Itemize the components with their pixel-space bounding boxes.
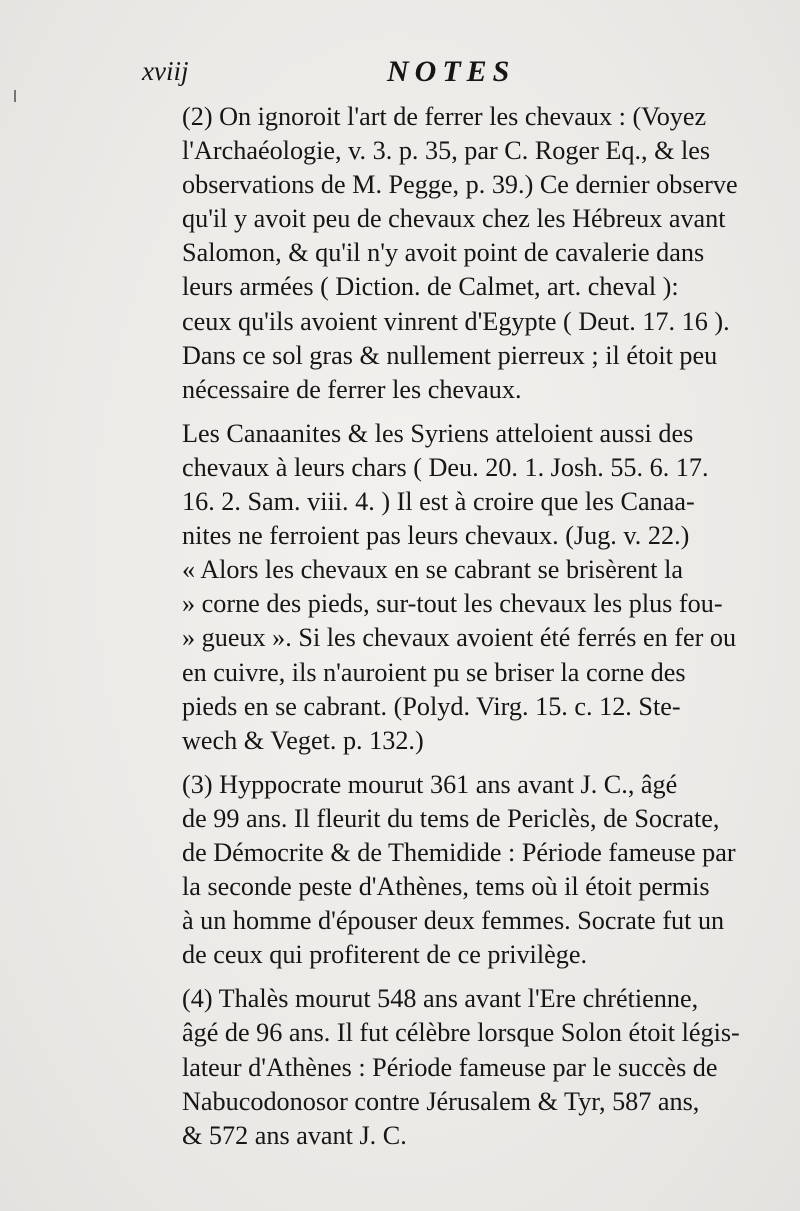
note-2 bbox=[146, 100, 774, 407]
text-line: Dans ce sol gras & nullement pierreux ; il étoit peu bbox=[182, 340, 718, 370]
text-line: en cuivre, ils n'auroient pu se briser la corne des bbox=[182, 657, 686, 687]
text-line: (4) Thalès mourut 548 ans avant l'Ere chrétienne, bbox=[182, 984, 699, 1014]
text-line: 16. 2. Sam. viii. 4. ) Il est à croire que les Canaa- bbox=[182, 487, 695, 517]
page-number: xviij bbox=[142, 56, 189, 86]
text-line: « Alors les chevaux en se cabrant se brisèrent la bbox=[182, 555, 684, 585]
note-4 bbox=[146, 982, 774, 1152]
page-header bbox=[140, 52, 760, 92]
margin-mark bbox=[14, 90, 16, 102]
text-line: nécessaire de ferrer les chevaux. bbox=[182, 374, 522, 404]
text-line: de Démocrite & de Themidide : Période fameuse par bbox=[182, 837, 736, 867]
notes-body bbox=[146, 100, 774, 1153]
text-line: Les Canaanites & les Syriens atteloient aussi des bbox=[182, 418, 694, 448]
text-line: l'Archaéologie, v. 3. p. 35, par C. Roger Eq., & les bbox=[182, 136, 711, 166]
text-line: (3) Hyppocrate mourut 361 ans avant J. C., âgé bbox=[182, 769, 678, 799]
text-line: (2) On ignoroit l'art de ferrer les chevaux : (Voyez bbox=[182, 102, 707, 131]
running-title: NOTES bbox=[387, 55, 516, 88]
text-line: chevaux à leurs chars ( Deu. 20. 1. Josh. 55. 6. 17. bbox=[182, 452, 709, 482]
text-line: à un homme d'épouser deux femmes. Socrate fut un bbox=[182, 906, 725, 936]
text-line: de 99 ans. Il fleurit du tems de Periclès, de Socrate, bbox=[182, 803, 720, 833]
text-line: de ceux qui profiterent de ce privilège. bbox=[182, 940, 587, 970]
text-line: & 572 ans avant J. C. bbox=[182, 1120, 407, 1150]
text-line: qu'il y avoit peu de chevaux chez les Hébreux avant bbox=[182, 204, 726, 234]
text-line: leurs armées ( Diction. de Calmet, art. cheval ): bbox=[182, 272, 679, 302]
text-line: Nabucodonosor contre Jérusalem & Tyr, 587 ans, bbox=[182, 1086, 700, 1116]
text-line: » gueux ». Si les chevaux avoient été ferrés en fer ou bbox=[182, 623, 737, 653]
text-line: » corne des pieds, sur-tout les chevaux les plus fou- bbox=[182, 589, 723, 619]
text-line: wech & Veget. p. 132.) bbox=[182, 725, 424, 755]
note-2-continued bbox=[146, 417, 774, 758]
text-line: lateur d'Athènes : Période fameuse par le succès de bbox=[182, 1052, 718, 1082]
note-3 bbox=[146, 768, 774, 973]
text-line: âgé de 96 ans. Il fut célèbre lorsque Solon étoit légis- bbox=[182, 1018, 740, 1048]
text-line: observations de M. Pegge, p. 39.) Ce dernier observe bbox=[182, 170, 738, 200]
text-line: Salomon, & qu'il n'y avoit point de cavalerie dans bbox=[182, 238, 705, 268]
text-line: pieds en se cabrant. (Polyd. Virg. 15. c. 12. Ste- bbox=[182, 691, 681, 721]
text-line: nites ne ferroient pas leurs chevaux. (Jug. v. 22.) bbox=[182, 521, 690, 551]
text-line: ceux qu'ils avoient vinrent d'Egypte ( Deut. 17. 16 ). bbox=[182, 306, 730, 336]
text-line: la seconde peste d'Athènes, tems où il étoit permis bbox=[182, 872, 710, 902]
